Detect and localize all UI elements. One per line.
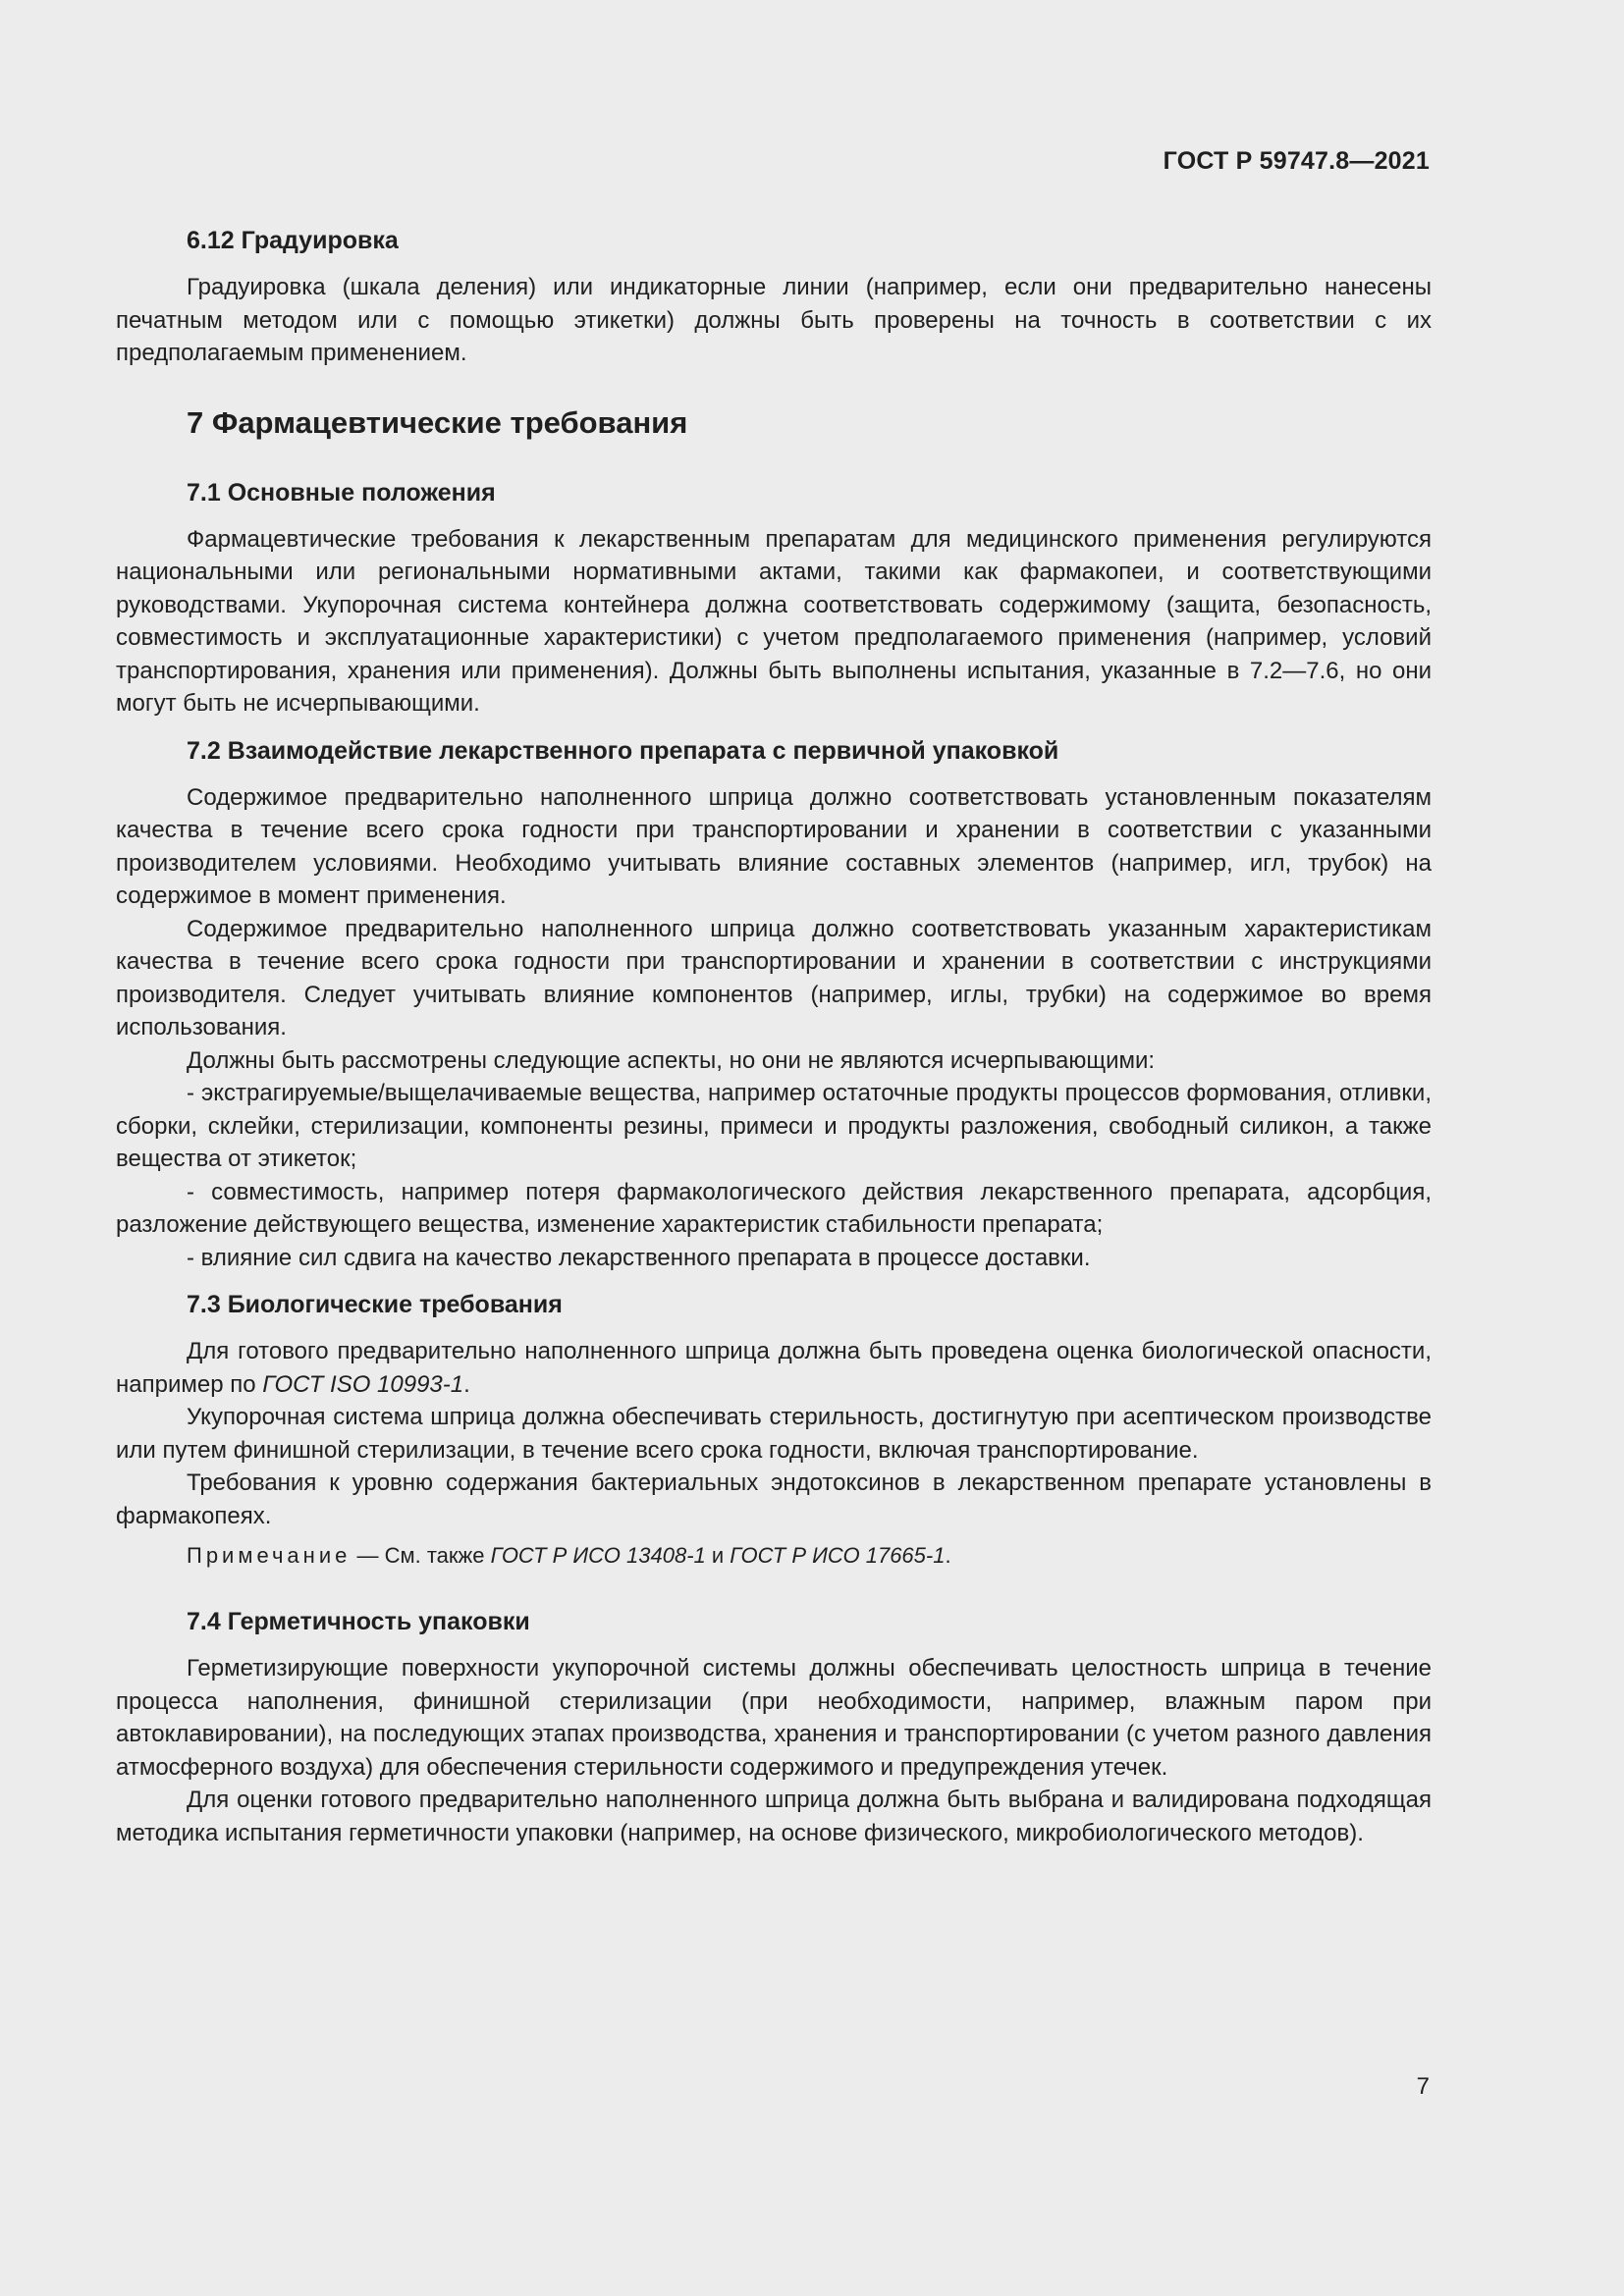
section-7-2-paragraph-3: Должны быть рассмотрены следующие аспекты, но они не являются исчерпывающими:: [187, 1046, 1156, 1074]
section-7-4-title: 7.4 Герметичность упаковки: [187, 1608, 530, 1635]
section-7-4-paragraph-2: Для оценки готового предварительно наполненного шприца должна быть выбрана и валидирована подходящая методика испытания герметичности упаковки (например, на основе физического, микробиологического методов).: [116, 1787, 1432, 1846]
section-7-2-list-item-1: - экстрагируемые/выщелачиваемые вещества, например остаточные продукты процессов формования, отливки, сборки, склейки, стерилизации, компоненты резины, примеси и продукты разложения, свободный силикон, а также вещества от этикеток;: [116, 1080, 1432, 1172]
note-label: Примечание: [187, 1543, 352, 1568]
gost-r-iso-13408-1-reference: ГОСТ Р ИСО 13408-1: [490, 1543, 706, 1568]
section-7-2-paragraph-2: Содержимое предварительно наполненного шприца должно соответствовать указанным характеристикам качества в течение всего срока годности при транспортировании и хранении в соответствии с инструкциями производителя. Следует учитывать влияние компонентов (например, иглы, трубки) на содержимое во время использования.: [116, 915, 1432, 1041]
section-7-title: 7 Фармацевтические требования: [187, 404, 688, 440]
section-7-3-paragraph-1: [116, 1335, 1432, 1401]
note-text-1: См. также: [384, 1543, 491, 1568]
gost-r-iso-17665-1-reference: ГОСТ Р ИСО 17665-1: [730, 1543, 946, 1568]
section-7-3-paragraph-3: Требования к уровню содержания бактериальных эндотоксинов в лекарственном препарате установлены в фармакопеях.: [116, 1469, 1432, 1529]
section-7-2-title: 7.2 Взаимодействие лекарственного препарата с первичной упаковкой: [187, 736, 1059, 765]
section-6-12-title: 6.12 Градуировка: [187, 227, 399, 254]
section-7-1-title: 7.1 Основные положения: [187, 478, 496, 507]
note-text-2: и: [705, 1543, 731, 1568]
section-7-3-paragraph-2: Укупорочная система шприца должна обеспечивать стерильность, достигнутую при асептическом производстве или путем финишной стерилизации, в течение всего срока годности, включая транспортирование.: [116, 1404, 1432, 1464]
section-7-2-paragraph-1: Содержимое предварительно наполненного шприца должно соответствовать установленным показателям качества в течение всего срока годности при транспортировании и хранении в соответствии с указанными производителем условиями. Необходимо учитывать влияние составных элементов (например, игл, трубок) на содержимое в момент применения.: [116, 783, 1432, 909]
section-7-2-list-item-3: - влияние сил сдвига на качество лекарственного препарата в процессе доставки.: [187, 1244, 1091, 1271]
section-6-12-paragraph: Градуировка (шкала деления) или индикаторные линии (например, если они предварительно нанесены печатным методом или с помощью этикетки) должны быть проверены на точность в соответствии с их предполагаемым применением.: [116, 274, 1432, 366]
section-7-1-paragraph: Фармацевтические требования к лекарственным препаратам для медицинского применения регулируются национальными или региональными нормативными актами, такими как фармакопеи, и соответствующими руководствами. Укупорочная система контейнера должна соответствовать содержимому (защита, безопасность, совместимость и эксплуатационные характеристики) с учетом предполагаемого применения (например, условий транспортирования, хранения или применения). Должны быть выполнены испытания, указанные в 7.2—7.6, но они могут быть не исчерпывающими.: [116, 525, 1432, 717]
section-7-3-note: [116, 1540, 1432, 1572]
section-7-3-paragraph-1-end: .: [463, 1370, 470, 1398]
section-7-2-list-item-2: - совместимость, например потеря фармакологического действия лекарственного препарата, адсорбция, разложение действующего вещества, изменение характеристик стабильности препарата;: [116, 1178, 1432, 1238]
gost-iso-10993-1-reference: ГОСТ ISO 10993-1: [262, 1370, 464, 1398]
section-7-3-paragraph-1-text: Для готового предварительно наполненного шприца должна быть проведена оценка биологической опасности, например по: [116, 1338, 1432, 1398]
page-number: 7: [1416, 2073, 1430, 2100]
page-content: [116, 224, 1432, 1849]
note-text-3: .: [945, 1543, 951, 1568]
note-dash: —: [351, 1543, 385, 1568]
document-code-header: ГОСТ Р 59747.8—2021: [1163, 147, 1430, 175]
section-7-4-paragraph-1: Герметизирующие поверхности укупорочной системы должны обеспечивать целостность шприца в течение процесса наполнения, финишной стерилизации (при необходимости, например, влажным паром при автоклавировании), на последующих этапах производства, хранения и транспортировании (с учетом разного давления атмосферного воздуха) для обеспечения стерильности содержимого и предупреждения утечек.: [116, 1655, 1432, 1781]
section-7-3-title: 7.3 Биологические требования: [187, 1291, 563, 1318]
